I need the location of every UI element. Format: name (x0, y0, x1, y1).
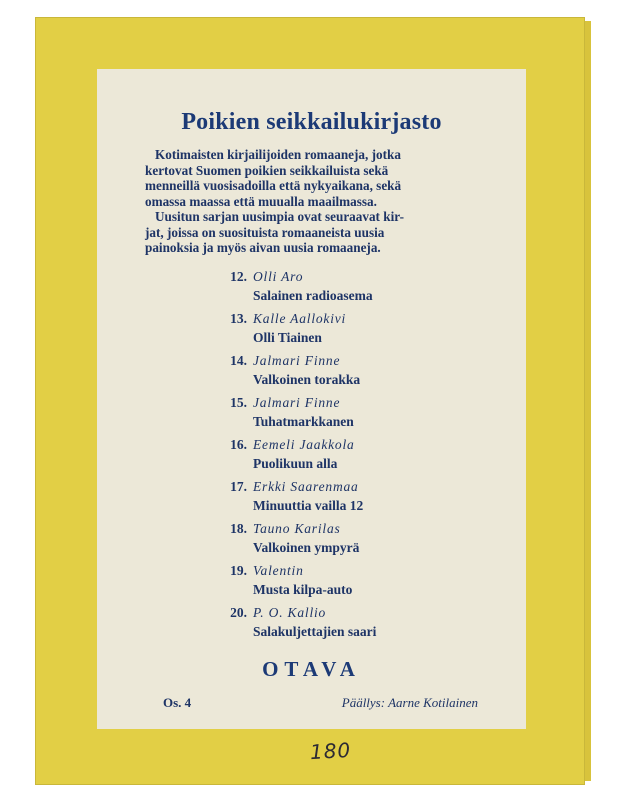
intro-line: jat, joissa on suosituista romaaneista uusia (145, 224, 385, 240)
book-title: Puolikuun alla (253, 456, 338, 471)
book-author: Kalle Aallokivi (253, 311, 347, 326)
series-title: Poikien seikkailukirjasto (181, 109, 442, 135)
book-author: Valentin (253, 563, 304, 578)
book-title: Salakuljettajien saari (253, 624, 377, 639)
book-number: 13. (230, 311, 247, 326)
book-list-item (97, 521, 526, 561)
book-list-item (97, 479, 526, 519)
cover-edge (585, 21, 591, 781)
book-number: 16. (230, 437, 247, 452)
book-title: Valkoinen ympyrä (253, 540, 360, 555)
book-title: Musta kilpa-auto (253, 582, 353, 597)
book-number: 18. (230, 521, 247, 536)
book-title: Salainen radioasema (253, 288, 373, 303)
cover-credit: Päällys: Aarne Kotilainen (341, 695, 478, 710)
intro-line: kertovat Suomen poikien seikkailuista sekä (145, 162, 389, 178)
book-author: Tauno Karilas (253, 521, 341, 536)
book-number: 19. (230, 563, 247, 578)
book-list-item (97, 395, 526, 435)
book-title: Olli Tiainen (253, 330, 322, 345)
publisher-name: OTAVA (262, 657, 361, 681)
book-author: Erkki Saarenmaa (253, 479, 359, 494)
intro-text (145, 147, 485, 256)
handwritten-price: 180 (309, 737, 352, 765)
book-title: Tuhatmarkkanen (253, 414, 354, 429)
intro-line: painoksia ja myös aivan uusia romaaneja. (145, 240, 381, 255)
book-author: Eemeli Jaakkola (253, 437, 355, 452)
intro-line: Kotimaisten kirjailijoiden romaaneja, jotka (155, 147, 401, 162)
intro-line: menneillä vuosisadoilla että nykyaikana, sekä (145, 178, 402, 193)
book-list-item (97, 437, 526, 477)
book-list-item (97, 605, 526, 645)
book-number: 12. (230, 269, 247, 284)
book-back-cover (35, 17, 585, 785)
intro-line: Uusitun sarjan uusimpia ovat seuraavat kir- (155, 209, 405, 224)
book-number: 14. (230, 353, 247, 368)
book-list-item (97, 311, 526, 351)
book-title: Minuuttia vailla 12 (253, 498, 364, 513)
volume-number: Os. 4 (163, 695, 192, 710)
book-list-item (97, 563, 526, 603)
text-panel (97, 69, 526, 729)
book-author: P. O. Kallio (253, 605, 327, 620)
book-number: 20. (230, 605, 247, 620)
book-number: 15. (230, 395, 247, 410)
book-author: Jalmari Finne (253, 395, 341, 410)
book-author: Jalmari Finne (253, 353, 341, 368)
book-number: 17. (230, 479, 247, 494)
book-list-item (97, 269, 526, 309)
book-title: Valkoinen torakka (253, 372, 361, 387)
book-list-item (97, 353, 526, 393)
intro-line: omassa maassa että muualla maailmassa. (145, 193, 377, 209)
book-author: Olli Aro (253, 269, 304, 284)
